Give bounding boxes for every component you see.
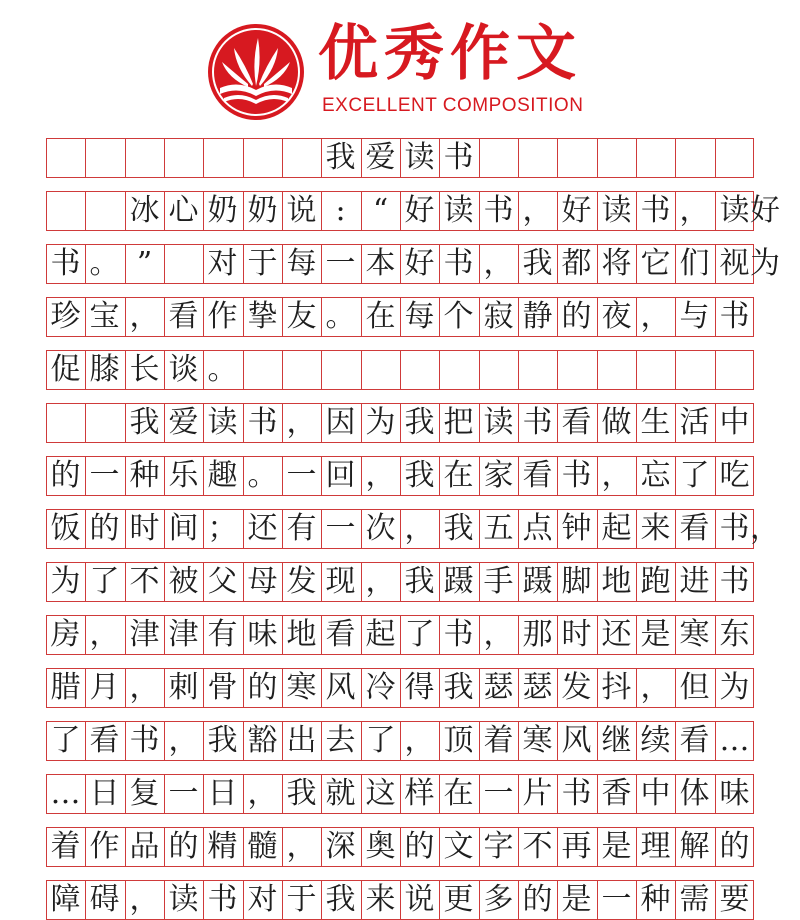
- essay-line-row: [46, 721, 754, 761]
- essay-line-row: [46, 350, 754, 390]
- grid-char: 是: [601, 829, 632, 864]
- grid-char: 在: [365, 299, 396, 334]
- grid-char: 脚: [561, 564, 592, 599]
- essay-line-row: [46, 615, 754, 655]
- grid-char: 奥: [365, 829, 396, 864]
- grid-char: 夜: [601, 299, 632, 334]
- margin-punctuation: 好: [750, 193, 780, 228]
- grid-char: 生: [640, 405, 671, 440]
- grid-char: 来: [640, 511, 671, 546]
- grid-char: 这: [365, 776, 396, 811]
- grid-char: 间: [168, 511, 199, 546]
- grid-char: 视: [719, 246, 750, 281]
- grid-char: 骨: [207, 670, 238, 705]
- grid-char: 地: [601, 564, 632, 599]
- grid-char: 寂: [483, 299, 514, 334]
- grid-char: 奶: [207, 193, 238, 228]
- grid-char: 现: [325, 564, 356, 599]
- grid-cell-divider: [164, 244, 165, 284]
- grid-paper: [46, 134, 780, 917]
- grid-char: 作: [89, 829, 120, 864]
- grid-char: ，: [129, 299, 160, 334]
- grid-char: 精: [207, 829, 238, 864]
- grid-cell-divider: [125, 138, 126, 178]
- grid-char: 是: [640, 617, 671, 652]
- grid-char: 了: [50, 723, 81, 758]
- essay-line-row: [46, 509, 780, 549]
- grid-char: 家: [483, 458, 514, 493]
- grid-char: 都: [561, 246, 592, 281]
- grid-char: 书: [129, 723, 160, 758]
- grid-char: 品: [129, 829, 160, 864]
- grid-char: 读: [601, 193, 632, 228]
- grid-char: 读: [443, 193, 474, 228]
- grid-char: 书: [561, 458, 592, 493]
- grid-char: 读: [483, 405, 514, 440]
- grid-char: 样: [404, 776, 435, 811]
- essay-line-row: [46, 456, 754, 496]
- grid-char: 但: [679, 670, 710, 705]
- grid-char: 爱: [168, 405, 199, 440]
- grid-char: 每: [286, 246, 317, 281]
- grid-char: 珍: [50, 299, 81, 334]
- grid-char: 地: [286, 617, 317, 652]
- grid-char: 去: [325, 723, 356, 758]
- grid-char: 与: [679, 299, 710, 334]
- grid-cell-divider: [557, 350, 558, 390]
- grid-cell-divider: [518, 350, 519, 390]
- grid-char: 看: [522, 458, 553, 493]
- grid-char: 我: [522, 246, 553, 281]
- grid-char: 书: [640, 193, 671, 228]
- essay-line-row: [46, 774, 754, 814]
- grid-char: 日: [207, 776, 238, 811]
- grid-cell-divider: [597, 350, 598, 390]
- grid-char: 是: [561, 882, 592, 917]
- grid-char: 钟: [561, 511, 592, 546]
- grid-char: ，: [168, 723, 199, 758]
- grid-char: 着: [483, 723, 514, 758]
- grid-cell-divider: [400, 350, 401, 390]
- grid-cell-divider: [675, 138, 676, 178]
- grid-char: 寒: [522, 723, 553, 758]
- grid-char: 看: [561, 405, 592, 440]
- grid-char: 我: [325, 140, 356, 175]
- grid-char: 奶: [247, 193, 278, 228]
- grid-cell-divider: [361, 350, 362, 390]
- grid-char: 书: [561, 776, 592, 811]
- brand-subtitle: EXCELLENT COMPOSITION: [322, 95, 584, 116]
- grid-char: ，: [365, 564, 396, 599]
- grid-char: ，: [365, 458, 396, 493]
- grid-char: 了: [365, 723, 396, 758]
- grid-char: 的: [50, 458, 81, 493]
- grid-char: 还: [247, 511, 278, 546]
- essay-line-row: [46, 244, 780, 284]
- grid-char: 说: [286, 193, 317, 228]
- grid-char: 宝: [89, 299, 120, 334]
- grid-char: ，: [640, 299, 671, 334]
- grid-char: 读: [719, 193, 750, 228]
- grid-char: 那: [522, 617, 553, 652]
- grid-char: 。: [207, 352, 238, 387]
- grid-char: 将: [601, 246, 632, 281]
- grid-char: 一: [168, 776, 199, 811]
- essay-title-row: [46, 138, 754, 178]
- grid-char: 我: [129, 405, 160, 440]
- grid-char: 次: [365, 511, 396, 546]
- grid-char: 有: [207, 617, 238, 652]
- grid-cell-divider: [715, 350, 716, 390]
- grid-char: “: [372, 193, 389, 228]
- grid-char: 把: [443, 405, 474, 440]
- grid-char: ，: [640, 670, 671, 705]
- grid-char: 文: [443, 829, 474, 864]
- grid-char: 乐: [168, 458, 199, 493]
- grid-char: 要: [719, 882, 750, 917]
- grid-char: ，: [679, 193, 710, 228]
- grid-cell-divider: [557, 138, 558, 178]
- margin-punctuation: ，: [750, 511, 780, 546]
- grid-char: 日: [89, 776, 120, 811]
- grid-char: 为: [719, 670, 750, 705]
- grid-char: 爱: [365, 140, 396, 175]
- grid-char: 饭: [50, 511, 81, 546]
- grid-char: 的: [168, 829, 199, 864]
- grid-char: 书: [443, 246, 474, 281]
- grid-char: 抖: [601, 670, 632, 705]
- grid-char: 我: [207, 723, 238, 758]
- grid-char: 书: [719, 564, 750, 599]
- grid-char: 香: [601, 776, 632, 811]
- grid-char: 刺: [168, 670, 199, 705]
- grid-char: 还: [601, 617, 632, 652]
- grid-char: ，: [286, 829, 317, 864]
- grid-char: 瑟: [522, 670, 553, 705]
- grid-char: 种: [129, 458, 160, 493]
- grid-char: ，: [483, 617, 514, 652]
- grid-char: 说: [404, 882, 435, 917]
- grid-cell-divider: [479, 138, 480, 178]
- grid-char: 本: [365, 246, 396, 281]
- grid-char: 中: [640, 776, 671, 811]
- grid-char: 就: [325, 776, 356, 811]
- grid-char: 它: [640, 246, 671, 281]
- grid-char: 对: [207, 246, 238, 281]
- grid-char: 深: [325, 829, 356, 864]
- grid-char: 理: [640, 829, 671, 864]
- grid-char: 五: [483, 511, 514, 546]
- grid-char: 于: [286, 882, 317, 917]
- grid-char: 继: [601, 723, 632, 758]
- grid-char: ，: [522, 193, 553, 228]
- grid-cell-divider: [282, 350, 283, 390]
- grid-char: ，: [404, 723, 435, 758]
- essay-line-row: [46, 668, 754, 708]
- grid-char: 活: [679, 405, 710, 440]
- grid-cell-divider: [439, 350, 440, 390]
- grid-char: 为: [365, 405, 396, 440]
- grid-char: 个: [443, 299, 474, 334]
- essay-line-row: [46, 880, 754, 920]
- grid-char: ，: [89, 617, 120, 652]
- grid-char: 因: [325, 405, 356, 440]
- grid-char: 心: [168, 193, 199, 228]
- grid-char: 一: [325, 511, 356, 546]
- grid-char: 在: [443, 458, 474, 493]
- grid-char: 复: [129, 776, 160, 811]
- grid-char: 一: [325, 246, 356, 281]
- grid-char: 起: [365, 617, 396, 652]
- grid-char: 吃: [719, 458, 750, 493]
- grid-char: 书: [522, 405, 553, 440]
- grid-char: 点: [522, 511, 553, 546]
- grid-char: 看: [679, 723, 710, 758]
- grid-char: 。: [247, 458, 278, 493]
- grid-char: 书: [443, 617, 474, 652]
- grid-cell-divider: [636, 138, 637, 178]
- grid-char: 一: [286, 458, 317, 493]
- grid-char: 不: [129, 564, 160, 599]
- grid-char: ，: [404, 511, 435, 546]
- grid-char: 蹑: [443, 564, 474, 599]
- grid-char: 时: [129, 511, 160, 546]
- grid-char: 起: [601, 511, 632, 546]
- grid-char: ，: [483, 246, 514, 281]
- grid-char: …: [719, 723, 750, 758]
- grid-char: 友: [286, 299, 317, 334]
- grid-char: 忘: [640, 458, 671, 493]
- grid-cell-divider: [479, 350, 480, 390]
- grid-char: 们: [679, 246, 710, 281]
- grid-char: 好: [404, 246, 435, 281]
- grid-char: 着: [50, 829, 81, 864]
- essay-line-row: [46, 562, 754, 602]
- grid-char: 回: [325, 458, 356, 493]
- grid-char: 了: [404, 617, 435, 652]
- grid-char: 长: [129, 352, 160, 387]
- grid-char: 我: [404, 405, 435, 440]
- grid-char: 津: [168, 617, 199, 652]
- grid-cell-divider: [715, 138, 716, 178]
- margin-punctuation: 为: [750, 246, 780, 281]
- grid-char: 寒: [286, 670, 317, 705]
- grid-char: 续: [640, 723, 671, 758]
- grid-char: 。: [89, 246, 120, 281]
- grid-char: 在: [443, 776, 474, 811]
- header: [0, 0, 800, 125]
- grid-char: 书: [719, 299, 750, 334]
- grid-char: 更: [443, 882, 474, 917]
- grid-char: 多: [483, 882, 514, 917]
- grid-cell-divider: [636, 350, 637, 390]
- grid-char: 中: [719, 405, 750, 440]
- grid-char: 冷: [365, 670, 396, 705]
- grid-char: 手: [483, 564, 514, 599]
- grid-char: 津: [129, 617, 160, 652]
- grid-char: ；: [207, 511, 238, 546]
- grid-cell-divider: [85, 138, 86, 178]
- grid-char: 书: [247, 405, 278, 440]
- grid-char: 风: [561, 723, 592, 758]
- grid-char: 了: [679, 458, 710, 493]
- grid-char: 书: [207, 882, 238, 917]
- essay-line-row: [46, 403, 754, 443]
- grid-char: …: [50, 776, 81, 811]
- grid-cell-divider: [518, 138, 519, 178]
- grid-char: 味: [247, 617, 278, 652]
- grid-cell-divider: [85, 403, 86, 443]
- grid-char: 趣: [207, 458, 238, 493]
- grid-char: 好: [561, 193, 592, 228]
- essay-line-row: [46, 191, 780, 231]
- grid-char: ，: [601, 458, 632, 493]
- grid-char: ，: [247, 776, 278, 811]
- grid-char: 读: [207, 405, 238, 440]
- grid-char: 片: [522, 776, 553, 811]
- grid-char: 瑟: [483, 670, 514, 705]
- grid-char: 发: [561, 670, 592, 705]
- grid-char: 蹑: [522, 564, 553, 599]
- grid-char: 月: [89, 670, 120, 705]
- grid-char: 一: [483, 776, 514, 811]
- grid-char: 被: [168, 564, 199, 599]
- grid-char: 书: [443, 140, 474, 175]
- grid-char: 冰: [129, 193, 160, 228]
- grid-char: 促: [50, 352, 81, 387]
- grid-char: 进: [679, 564, 710, 599]
- grid-char: 我: [443, 670, 474, 705]
- grid-char: 读: [168, 882, 199, 917]
- grid-cell-divider: [243, 350, 244, 390]
- grid-char: 出: [286, 723, 317, 758]
- grid-char: 一: [601, 882, 632, 917]
- grid-char: 于: [247, 246, 278, 281]
- grid-char: ，: [129, 882, 160, 917]
- grid-char: 我: [404, 458, 435, 493]
- essay-line-row: [46, 827, 754, 867]
- grid-char: 挚: [247, 299, 278, 334]
- grid-char: 障: [50, 882, 81, 917]
- grid-char: 得: [404, 670, 435, 705]
- grid-char: ”: [136, 246, 153, 281]
- grid-char: :: [335, 193, 346, 228]
- grid-char: 我: [325, 882, 356, 917]
- grid-char: 的: [522, 882, 553, 917]
- grid-char: 需: [679, 882, 710, 917]
- grid-char: 一: [89, 458, 120, 493]
- grid-char: 体: [679, 776, 710, 811]
- grid-char: ，: [286, 405, 317, 440]
- grid-char: 我: [443, 511, 474, 546]
- grid-char: 。: [325, 299, 356, 334]
- grid-char: 的: [561, 299, 592, 334]
- grid-cell-divider: [675, 350, 676, 390]
- grid-char: 顶: [443, 723, 474, 758]
- grid-char: 时: [561, 617, 592, 652]
- grid-char: 味: [719, 776, 750, 811]
- grid-char: 我: [286, 776, 317, 811]
- grid-char: 做: [601, 405, 632, 440]
- grid-char: 髓: [247, 829, 278, 864]
- grid-char: 风: [325, 670, 356, 705]
- grid-char: 房: [50, 617, 81, 652]
- grid-char: 有: [286, 511, 317, 546]
- grid-char: 字: [483, 829, 514, 864]
- grid-char: 种: [640, 882, 671, 917]
- grid-char: 碍: [89, 882, 120, 917]
- grid-char: 豁: [247, 723, 278, 758]
- grid-char: 东: [719, 617, 750, 652]
- grid-char: 书: [50, 246, 81, 281]
- grid-char: 寒: [679, 617, 710, 652]
- grid-char: 读: [404, 140, 435, 175]
- grid-char: 的: [247, 670, 278, 705]
- grid-char: 再: [561, 829, 592, 864]
- grid-cell-divider: [85, 191, 86, 231]
- grid-char: 看: [89, 723, 120, 758]
- grid-char: 谈: [168, 352, 199, 387]
- grid-char: 我: [404, 564, 435, 599]
- grid-char: 书: [719, 511, 750, 546]
- essay-line-row: [46, 297, 754, 337]
- grid-char: 了: [89, 564, 120, 599]
- grid-char: 每: [404, 299, 435, 334]
- grid-char: 看: [325, 617, 356, 652]
- grid-char: 跑: [640, 564, 671, 599]
- grid-char: 来: [365, 882, 396, 917]
- grid-char: 的: [719, 829, 750, 864]
- grid-char: 看: [168, 299, 199, 334]
- grid-cell-divider: [243, 138, 244, 178]
- grid-cell-divider: [164, 138, 165, 178]
- grid-char: 父: [207, 564, 238, 599]
- book-logo-icon: [206, 22, 306, 122]
- grid-cell-divider: [597, 138, 598, 178]
- grid-char: 静: [522, 299, 553, 334]
- brand-title: 优秀作文: [318, 19, 582, 89]
- grid-char: 作: [207, 299, 238, 334]
- grid-char: ，: [129, 670, 160, 705]
- grid-cell-divider: [203, 138, 204, 178]
- grid-char: 好: [404, 193, 435, 228]
- grid-char: 的: [89, 511, 120, 546]
- grid-char: 对: [247, 882, 278, 917]
- grid-cell-divider: [282, 138, 283, 178]
- grid-char: 母: [247, 564, 278, 599]
- grid-char: 为: [50, 564, 81, 599]
- grid-char: 腊: [50, 670, 81, 705]
- grid-char: 看: [679, 511, 710, 546]
- grid-char: 发: [286, 564, 317, 599]
- grid-char: 解: [679, 829, 710, 864]
- grid-char: 膝: [89, 352, 120, 387]
- grid-char: 不: [522, 829, 553, 864]
- grid-char: 书: [483, 193, 514, 228]
- grid-char: 的: [404, 829, 435, 864]
- grid-cell-divider: [321, 350, 322, 390]
